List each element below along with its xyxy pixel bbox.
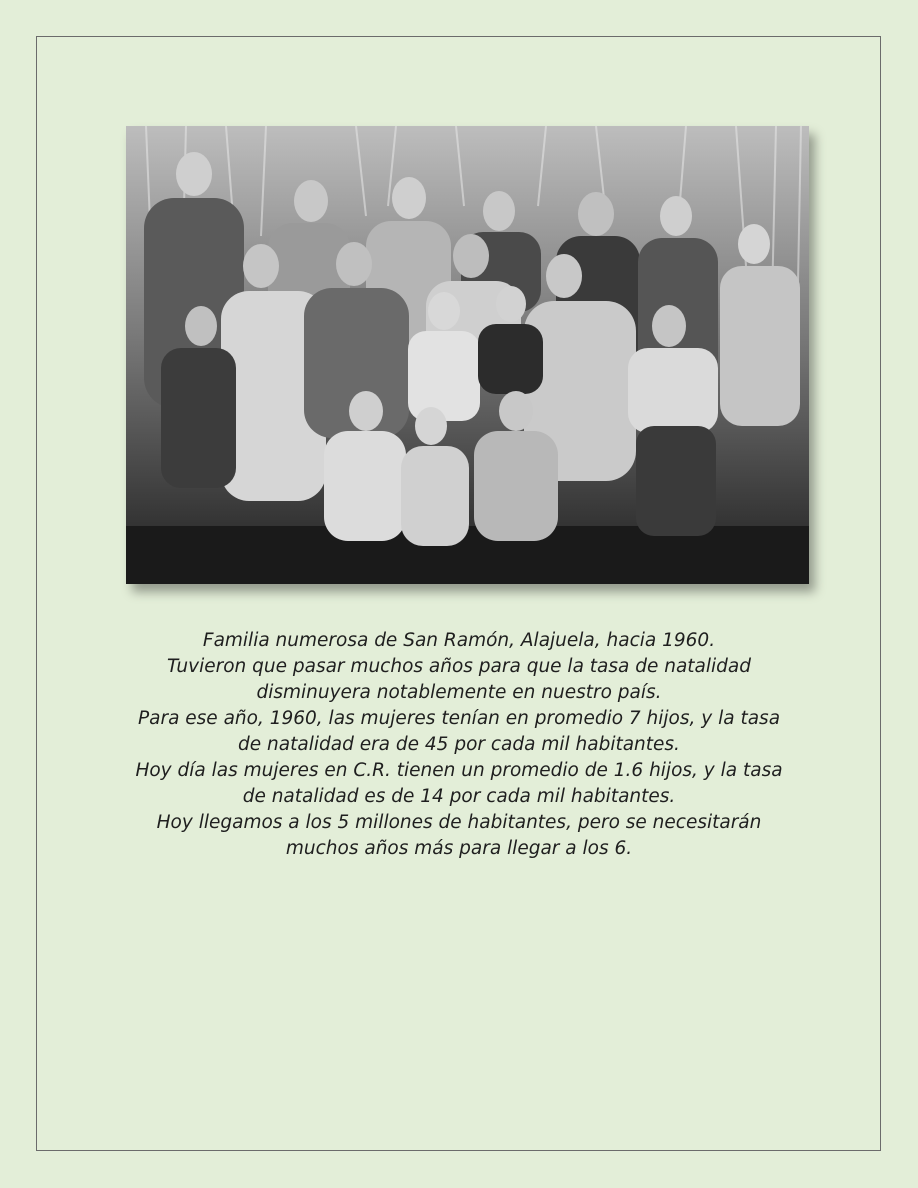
caption-line: Para ese año, 1960, las mujeres tenían en promedio 7 hijos, y la tasa [137, 708, 781, 729]
caption-line: Tuvieron que pasar muchos años para que la tasa de natalidad [166, 656, 751, 677]
caption-line: Familia numerosa de San Ramón, Alajuela, hacia 1960. [202, 630, 716, 651]
caption-line: Hoy llegamos a los 5 millones de habitantes, pero se necesitarán [156, 812, 762, 833]
caption-line: disminuyera notablemente en nuestro país. [256, 682, 662, 703]
photo-caption [100, 628, 818, 862]
family-photo-image [126, 126, 809, 584]
caption-line: muchos años más para llegar a los 6. [285, 838, 633, 859]
caption-line: de natalidad era de 45 por cada mil habitantes. [238, 734, 680, 755]
family-photo [126, 126, 809, 584]
caption-line: de natalidad es de 14 por cada mil habitantes. [242, 786, 676, 807]
caption-line: Hoy día las mujeres en C.R. tienen un promedio de 1.6 hijos, y la tasa [135, 760, 783, 781]
